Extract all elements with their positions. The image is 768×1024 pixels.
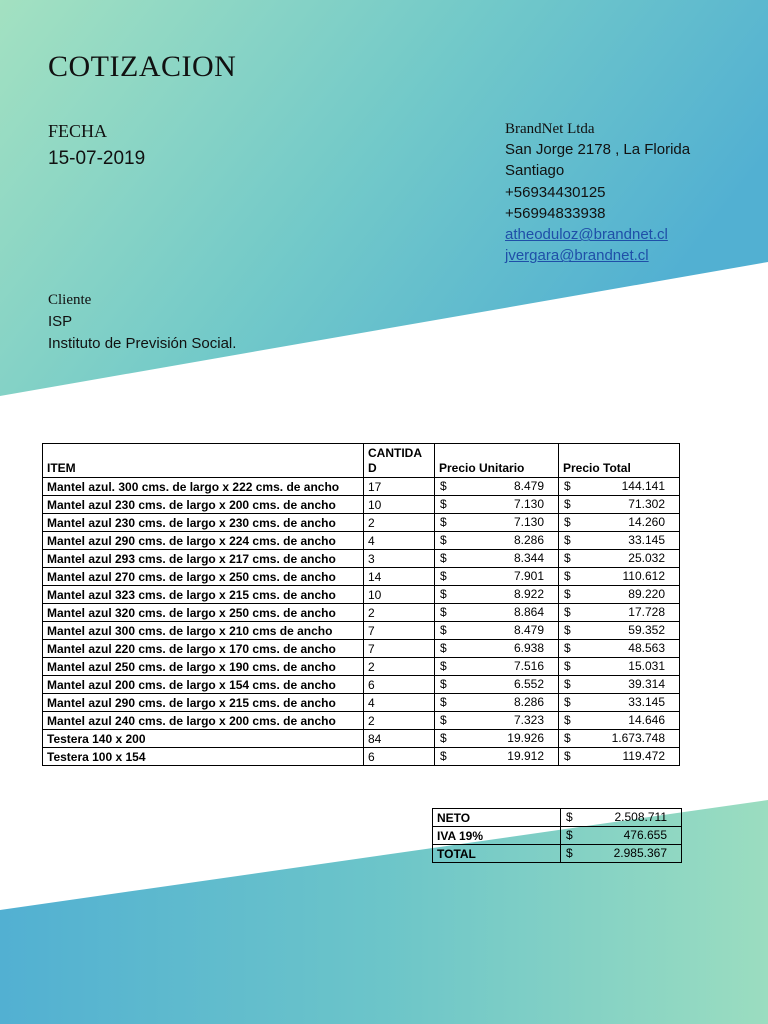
totals-row xyxy=(433,809,682,827)
table-row xyxy=(43,640,680,658)
table-row xyxy=(43,676,680,694)
item-total-price xyxy=(559,604,680,622)
item-unit-price xyxy=(435,550,559,568)
header-quantity-line-1: CANTIDA xyxy=(368,446,422,460)
totals-row xyxy=(433,845,682,863)
item-quantity: 10 xyxy=(364,496,435,514)
total-price-value: 89.220 xyxy=(628,587,665,601)
currency-symbol: $ xyxy=(564,749,571,763)
table-row xyxy=(43,550,680,568)
page-title: COTIZACION xyxy=(48,50,237,83)
unit-price-value: 19.912 xyxy=(507,749,544,763)
header-unit-price: Precio Unitario xyxy=(435,444,559,478)
totals-label: TOTAL xyxy=(433,845,561,863)
currency-symbol: $ xyxy=(440,659,447,673)
item-description: Mantel azul 290 cms. de largo x 215 cms. de ancho xyxy=(43,694,364,712)
item-quantity: 4 xyxy=(364,532,435,550)
total-price-value: 17.728 xyxy=(628,605,665,619)
company-name: BrandNet Ltda xyxy=(505,121,595,137)
item-quantity: 4 xyxy=(364,694,435,712)
currency-symbol: $ xyxy=(566,846,573,860)
currency-symbol: $ xyxy=(564,677,571,691)
item-quantity: 3 xyxy=(364,550,435,568)
currency-symbol: $ xyxy=(564,587,571,601)
currency-symbol: $ xyxy=(564,515,571,529)
item-total-price xyxy=(559,658,680,676)
total-price-value: 15.031 xyxy=(628,659,665,673)
company-email-2-link[interactable]: jvergara@brandnet.cl xyxy=(505,247,649,265)
totals-value: 476.655 xyxy=(623,828,667,842)
item-total-price xyxy=(559,496,680,514)
total-price-value: 33.145 xyxy=(628,695,665,709)
item-description: Mantel azul 293 cms. de largo x 217 cms. de ancho xyxy=(43,550,364,568)
currency-symbol: $ xyxy=(566,828,573,842)
item-unit-price xyxy=(435,568,559,586)
item-description: Mantel azul. 300 cms. de largo x 222 cms. de ancho xyxy=(43,478,364,496)
unit-price-value: 7.516 xyxy=(513,659,544,673)
item-unit-price xyxy=(435,676,559,694)
currency-symbol: $ xyxy=(564,551,571,565)
item-quantity: 2 xyxy=(364,514,435,532)
currency-symbol: $ xyxy=(564,569,571,583)
client-label: Cliente xyxy=(48,292,92,308)
currency-symbol: $ xyxy=(564,713,571,727)
totals-amount xyxy=(561,809,682,827)
item-description: Testera 100 x 154 xyxy=(43,748,364,766)
item-quantity: 2 xyxy=(364,658,435,676)
currency-symbol: $ xyxy=(440,731,447,745)
item-description: Mantel azul 220 cms. de largo x 170 cms. de ancho xyxy=(43,640,364,658)
item-quantity: 17 xyxy=(364,478,435,496)
item-quantity: 2 xyxy=(364,712,435,730)
item-unit-price xyxy=(435,622,559,640)
totals-label: NETO xyxy=(433,809,561,827)
unit-price-value: 8.286 xyxy=(513,695,544,709)
unit-price-value: 8.344 xyxy=(513,551,544,565)
unit-price-value: 6.938 xyxy=(513,641,544,655)
total-price-value: 48.563 xyxy=(628,641,665,655)
item-unit-price xyxy=(435,478,559,496)
company-phone-2: +56994833938 xyxy=(505,204,606,222)
client-code: ISP xyxy=(48,313,73,330)
currency-symbol: $ xyxy=(440,551,447,565)
total-price-value: 119.472 xyxy=(622,749,665,763)
items-table xyxy=(42,443,680,766)
table-row xyxy=(43,712,680,730)
item-total-price xyxy=(559,586,680,604)
currency-symbol: $ xyxy=(440,677,447,691)
currency-symbol: $ xyxy=(440,695,447,709)
item-total-price xyxy=(559,568,680,586)
table-row xyxy=(43,478,680,496)
unit-price-value: 7.323 xyxy=(513,713,544,727)
total-price-value: 59.352 xyxy=(628,623,665,637)
item-total-price xyxy=(559,640,680,658)
total-price-value: 14.260 xyxy=(628,515,665,529)
item-quantity: 14 xyxy=(364,568,435,586)
header-quantity-line-2: D xyxy=(368,461,377,475)
item-description: Mantel azul 230 cms. de largo x 230 cms. de ancho xyxy=(43,514,364,532)
item-unit-price xyxy=(435,514,559,532)
currency-symbol: $ xyxy=(440,623,447,637)
unit-price-value: 8.286 xyxy=(513,533,544,547)
table-row xyxy=(43,658,680,676)
item-description: Mantel azul 300 cms. de largo x 210 cms de ancho xyxy=(43,622,364,640)
item-description: Mantel azul 250 cms. de largo x 190 cms. de ancho xyxy=(43,658,364,676)
currency-symbol: $ xyxy=(564,605,571,619)
total-price-value: 144.141 xyxy=(621,479,665,493)
items-table-body xyxy=(43,478,680,766)
client-name: Instituto de Previsión Social. xyxy=(48,335,237,352)
item-total-price xyxy=(559,532,680,550)
header-quantity xyxy=(364,444,435,478)
currency-symbol: $ xyxy=(440,533,447,547)
item-total-price xyxy=(559,748,680,766)
currency-symbol: $ xyxy=(440,587,447,601)
item-total-price xyxy=(559,712,680,730)
item-quantity: 6 xyxy=(364,676,435,694)
company-phone-1: +56934430125 xyxy=(505,183,606,201)
table-row xyxy=(43,694,680,712)
item-unit-price xyxy=(435,694,559,712)
company-email-1-link[interactable]: atheoduloz@brandnet.cl xyxy=(505,226,668,244)
item-unit-price xyxy=(435,532,559,550)
total-price-value: 25.032 xyxy=(628,551,665,565)
item-quantity: 7 xyxy=(364,640,435,658)
item-description: Mantel azul 270 cms. de largo x 250 cms. de ancho xyxy=(43,568,364,586)
currency-symbol: $ xyxy=(440,641,447,655)
table-row xyxy=(43,586,680,604)
table-row xyxy=(43,622,680,640)
item-unit-price xyxy=(435,658,559,676)
totals-table xyxy=(432,808,682,863)
currency-symbol: $ xyxy=(564,623,571,637)
item-description: Mantel azul 323 cms. de largo x 215 cms. de ancho xyxy=(43,586,364,604)
item-unit-price xyxy=(435,586,559,604)
company-info xyxy=(505,119,690,267)
header-total-price: Precio Total xyxy=(559,444,680,478)
unit-price-value: 6.552 xyxy=(513,677,544,691)
item-quantity: 2 xyxy=(364,604,435,622)
company-address: San Jorge 2178 , La Florida xyxy=(505,141,691,158)
total-price-value: 110.612 xyxy=(622,569,665,583)
table-row xyxy=(43,532,680,550)
currency-symbol: $ xyxy=(564,479,571,493)
date-value: 15-07-2019 xyxy=(48,148,146,169)
currency-symbol: $ xyxy=(564,695,571,709)
currency-symbol: $ xyxy=(564,641,571,655)
currency-symbol: $ xyxy=(440,569,447,583)
items-table-header xyxy=(43,444,680,478)
currency-symbol: $ xyxy=(564,533,571,547)
currency-symbol: $ xyxy=(440,479,447,493)
item-description: Mantel azul 320 cms. de largo x 250 cms. de ancho xyxy=(43,604,364,622)
item-total-price xyxy=(559,622,680,640)
currency-symbol: $ xyxy=(440,713,447,727)
item-quantity: 84 xyxy=(364,730,435,748)
table-row xyxy=(43,748,680,766)
item-total-price xyxy=(559,676,680,694)
item-total-price xyxy=(559,550,680,568)
item-quantity: 10 xyxy=(364,586,435,604)
item-description: Mantel azul 240 cms. de largo x 200 cms. de ancho xyxy=(43,712,364,730)
currency-symbol: $ xyxy=(440,515,447,529)
item-description: Mantel azul 290 cms. de largo x 224 cms. de ancho xyxy=(43,532,364,550)
unit-price-value: 8.864 xyxy=(513,605,544,619)
company-city: Santiago xyxy=(505,162,565,180)
currency-symbol: $ xyxy=(440,749,447,763)
table-row xyxy=(43,604,680,622)
currency-symbol: $ xyxy=(440,605,447,619)
item-description: Mantel azul 200 cms. de largo x 154 cms. de ancho xyxy=(43,676,364,694)
item-total-price xyxy=(559,694,680,712)
item-quantity: 6 xyxy=(364,748,435,766)
item-description: Mantel azul 230 cms. de largo x 200 cms. de ancho xyxy=(43,496,364,514)
table-row xyxy=(43,568,680,586)
total-price-value: 14.646 xyxy=(628,713,665,727)
currency-symbol: $ xyxy=(564,497,571,511)
table-row xyxy=(43,496,680,514)
item-unit-price xyxy=(435,712,559,730)
unit-price-value: 8.479 xyxy=(513,479,544,493)
currency-symbol: $ xyxy=(440,497,447,511)
table-row xyxy=(43,514,680,532)
item-unit-price xyxy=(435,496,559,514)
unit-price-value: 7.130 xyxy=(513,497,544,511)
item-total-price xyxy=(559,514,680,532)
currency-symbol: $ xyxy=(566,810,573,824)
total-price-value: 33.145 xyxy=(628,533,665,547)
item-unit-price xyxy=(435,640,559,658)
table-row xyxy=(43,730,680,748)
item-unit-price xyxy=(435,730,559,748)
header-item: ITEM xyxy=(43,444,364,478)
unit-price-value: 7.130 xyxy=(513,515,544,529)
total-price-value: 71.302 xyxy=(628,497,665,511)
currency-symbol: $ xyxy=(564,659,571,673)
totals-table-body xyxy=(433,809,682,863)
unit-price-value: 8.479 xyxy=(513,623,544,637)
totals-value: 2.508.711 xyxy=(614,810,667,824)
unit-price-value: 19.926 xyxy=(507,731,544,745)
item-total-price xyxy=(559,478,680,496)
unit-price-value: 7.901 xyxy=(513,569,544,583)
item-quantity: 7 xyxy=(364,622,435,640)
totals-amount xyxy=(561,845,682,863)
unit-price-value: 8.922 xyxy=(513,587,544,601)
total-price-value: 39.314 xyxy=(628,677,665,691)
date-label: FECHA xyxy=(48,121,108,141)
totals-row xyxy=(433,827,682,845)
item-unit-price xyxy=(435,748,559,766)
totals-value: 2.985.367 xyxy=(613,846,667,860)
item-unit-price xyxy=(435,604,559,622)
total-price-value: 1.673.748 xyxy=(611,731,665,745)
totals-label: IVA 19% xyxy=(433,827,561,845)
currency-symbol: $ xyxy=(564,731,571,745)
item-description: Testera 140 x 200 xyxy=(43,730,364,748)
item-total-price xyxy=(559,730,680,748)
totals-amount xyxy=(561,827,682,845)
